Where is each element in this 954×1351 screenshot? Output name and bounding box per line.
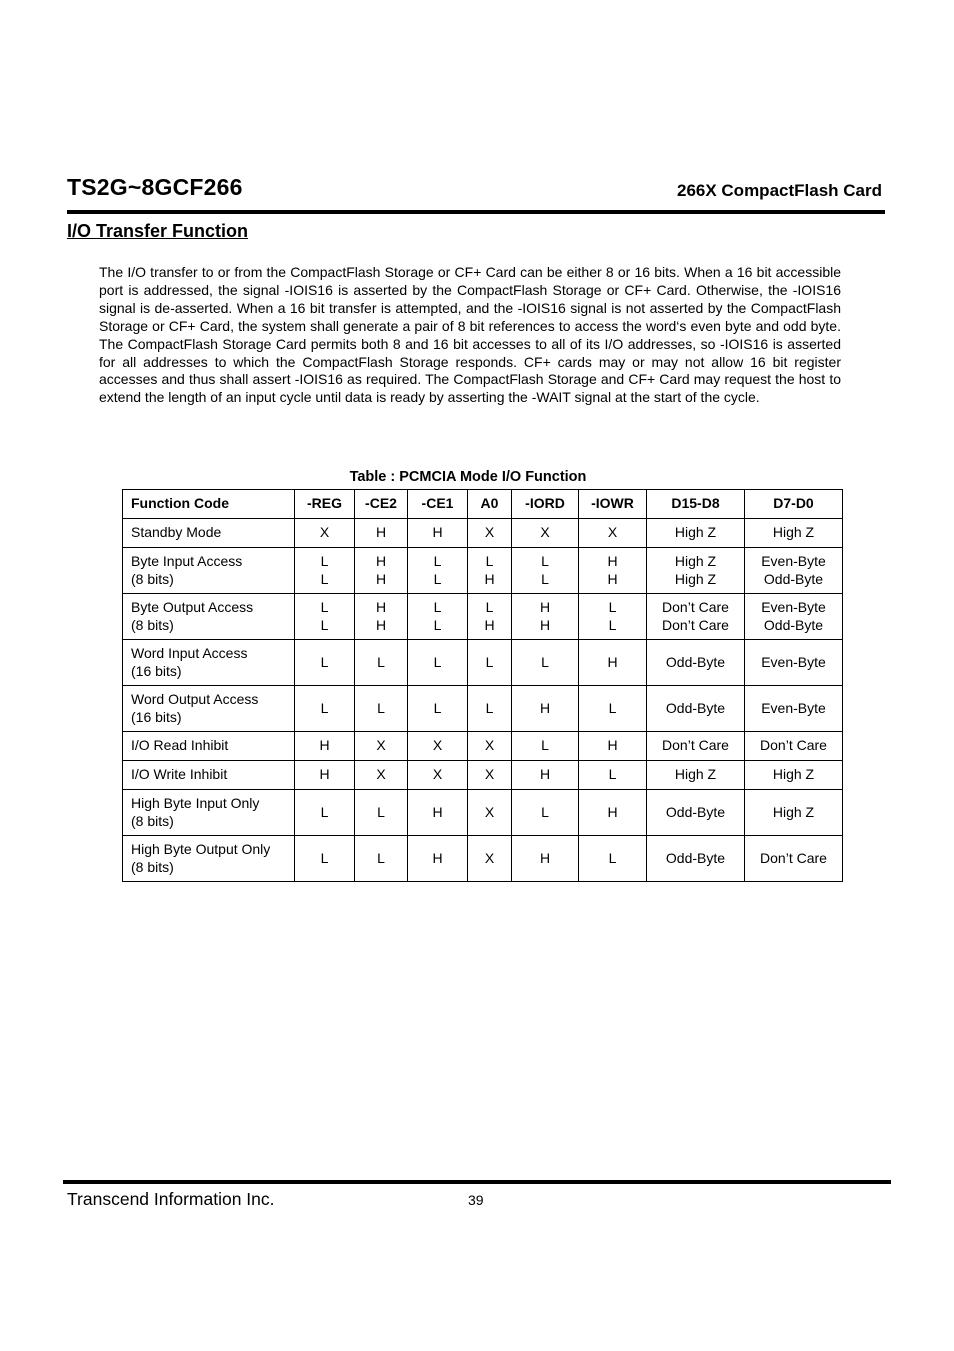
cell-line: Odd-Byte bbox=[665, 699, 726, 716]
table-cell bbox=[512, 548, 579, 594]
table-row bbox=[123, 686, 843, 732]
column-header: -CE2 bbox=[355, 490, 408, 519]
table-cell bbox=[512, 686, 579, 732]
table-cell bbox=[647, 548, 745, 594]
cell-line: L bbox=[320, 616, 329, 633]
cell-line: H bbox=[539, 616, 551, 633]
table-cell bbox=[745, 790, 843, 836]
table-cell bbox=[295, 790, 355, 836]
table-cell bbox=[647, 594, 745, 640]
table-cell bbox=[745, 732, 843, 761]
function-code-cell bbox=[123, 548, 295, 594]
cell-line: Odd-Byte bbox=[665, 653, 726, 670]
table-row bbox=[123, 761, 843, 790]
cell-line: (16 bits) bbox=[131, 708, 182, 725]
cell-line: Even-Byte bbox=[761, 653, 826, 670]
cell-line: High Byte Input Only bbox=[131, 795, 260, 811]
column-header: D15-D8 bbox=[647, 490, 745, 519]
table-cell bbox=[579, 686, 647, 732]
cell-line: High Z bbox=[772, 766, 815, 783]
cell-line: H bbox=[432, 803, 443, 820]
cell-line: I/O Read Inhibit bbox=[131, 737, 229, 754]
cell-line: (16 bits) bbox=[131, 662, 182, 679]
cell-line: Don’t Care bbox=[760, 737, 827, 754]
cell-line: Even-Byte bbox=[761, 553, 826, 569]
cell-line: L bbox=[608, 616, 617, 633]
table-row bbox=[123, 594, 843, 640]
table-caption: Table : PCMCIA Mode I/O Function bbox=[349, 469, 587, 485]
cell-line: L bbox=[320, 699, 329, 716]
cell-line: L bbox=[608, 699, 617, 716]
cell-line: X bbox=[319, 524, 330, 541]
table-cell bbox=[468, 761, 512, 790]
cell-line: X bbox=[484, 766, 495, 783]
cell-line: L bbox=[377, 699, 385, 716]
table-cell bbox=[295, 548, 355, 594]
table-cell bbox=[512, 836, 579, 882]
function-code-cell bbox=[123, 594, 295, 640]
table-row bbox=[123, 836, 843, 882]
cell-line: L bbox=[433, 653, 442, 670]
cell-line: Even-Byte bbox=[761, 599, 826, 615]
table-cell bbox=[579, 836, 647, 882]
cell-line: H bbox=[484, 616, 495, 633]
cell-line: Word Input Access bbox=[131, 645, 248, 661]
column-header: A0 bbox=[468, 490, 512, 519]
table-cell bbox=[355, 761, 408, 790]
cell-line: I/O Write Inhibit bbox=[131, 766, 228, 783]
table-cell bbox=[355, 686, 408, 732]
cell-line: Byte Input Access bbox=[131, 553, 243, 569]
table-cell bbox=[295, 640, 355, 686]
cell-line: H bbox=[375, 599, 387, 615]
cell-line: Don’t Care bbox=[662, 737, 729, 754]
footer-divider bbox=[63, 1180, 891, 1184]
table-cell bbox=[512, 761, 579, 790]
cell-line: L bbox=[433, 699, 442, 716]
table-cell bbox=[745, 836, 843, 882]
function-code-cell bbox=[123, 836, 295, 882]
document-subtitle: 266X CompactFlash Card bbox=[676, 181, 882, 200]
cell-line: Odd-Byte bbox=[763, 570, 824, 587]
io-function-table bbox=[122, 489, 843, 882]
cell-line: (8 bits) bbox=[131, 616, 174, 633]
cell-line: L bbox=[320, 653, 329, 670]
table-cell bbox=[512, 594, 579, 640]
table-cell bbox=[468, 548, 512, 594]
table-cell bbox=[647, 686, 745, 732]
column-header: -IORD bbox=[512, 490, 579, 519]
cell-line: Standby Mode bbox=[131, 524, 222, 541]
cell-line: L bbox=[608, 849, 617, 866]
table-cell bbox=[355, 836, 408, 882]
cell-line: X bbox=[540, 524, 550, 541]
cell-line: L bbox=[433, 553, 442, 569]
cell-line: H bbox=[607, 737, 618, 754]
cell-line: L bbox=[320, 849, 329, 866]
table-cell bbox=[408, 594, 468, 640]
cell-line: H bbox=[319, 737, 330, 754]
cell-line: L bbox=[320, 553, 329, 569]
cell-line: X bbox=[484, 737, 495, 754]
cell-line: High Z bbox=[674, 524, 717, 541]
table-cell bbox=[355, 548, 408, 594]
table-cell bbox=[408, 640, 468, 686]
cell-line: X bbox=[484, 803, 495, 820]
cell-line: L bbox=[485, 599, 494, 615]
section-heading: I/O Transfer Function bbox=[67, 221, 249, 241]
table-cell bbox=[408, 732, 468, 761]
table-cell bbox=[647, 732, 745, 761]
table-cell bbox=[647, 761, 745, 790]
table-cell bbox=[468, 594, 512, 640]
cell-line: L bbox=[320, 803, 329, 820]
cell-line: L bbox=[608, 599, 617, 615]
cell-line: Word Output Access bbox=[131, 691, 259, 707]
table-cell bbox=[745, 761, 843, 790]
cell-line: L bbox=[320, 599, 329, 615]
table-cell bbox=[295, 594, 355, 640]
cell-line: L bbox=[541, 553, 549, 569]
column-header: -CE1 bbox=[408, 490, 468, 519]
table-row bbox=[123, 519, 843, 548]
table-cell bbox=[512, 640, 579, 686]
table-row bbox=[123, 732, 843, 761]
cell-line: H bbox=[432, 524, 443, 541]
cell-line: H bbox=[375, 616, 387, 633]
table-cell bbox=[579, 790, 647, 836]
table-cell bbox=[295, 761, 355, 790]
cell-line: High Z bbox=[674, 553, 717, 569]
cell-line: X bbox=[432, 737, 443, 754]
function-code-cell bbox=[123, 761, 295, 790]
table-cell bbox=[579, 548, 647, 594]
table-cell bbox=[355, 519, 408, 548]
cell-line: Odd-Byte bbox=[665, 803, 726, 820]
cell-line: X bbox=[432, 766, 443, 783]
table-cell bbox=[468, 732, 512, 761]
cell-line: H bbox=[607, 803, 618, 820]
table-cell bbox=[355, 790, 408, 836]
cell-line: L bbox=[485, 553, 494, 569]
cell-line: L bbox=[485, 653, 494, 670]
cell-line: High Z bbox=[674, 570, 717, 587]
cell-line: High Z bbox=[772, 803, 815, 820]
table-cell bbox=[579, 640, 647, 686]
document-title: TS2G~8GCF266 bbox=[67, 174, 243, 200]
page-number: 39 bbox=[468, 1192, 484, 1208]
function-code-cell bbox=[123, 790, 295, 836]
table-row bbox=[123, 548, 843, 594]
table-cell bbox=[468, 790, 512, 836]
cell-line: H bbox=[539, 699, 551, 716]
cell-line: H bbox=[484, 570, 495, 587]
body-paragraph: The I/O transfer to or from the CompactFlash Storage or CF+ Card can be either 8 or 16 bits. When a 16 bit accessible port is addressed, the signal -IOIS16 is asserted by the CompactFlash Storage or CF+ Card. Otherwise, the -IOIS16 signal is de-asserted. When a 16 bit transfer is attempted, and the -IOIS16 signal is not asserted by the CompactFlash Storage or CF+ Card, the system shall generate a pair of 8 bit references to access the word‘s even byte and odd byte. The CompactFlash Storage Card permits both 8 and 16 bit accesses to all of its I/O addresses, so -IOIS16 is asserted for all addresses to which the CompactFlash Storage responds. CF+ cards may or may not allow 16 bit register accesses and thus shall assert -IOIS16 as required. The CompactFlash Storage and CF+ Card may request the host to extend the length of an input cycle until data is ready by asserting the -WAIT signal at the start of the cycle. bbox=[99, 264, 841, 406]
table-cell bbox=[295, 686, 355, 732]
cell-line: H bbox=[539, 766, 551, 783]
table-cell bbox=[468, 686, 512, 732]
table-cell bbox=[408, 519, 468, 548]
table-cell bbox=[647, 790, 745, 836]
cell-line: Odd-Byte bbox=[665, 849, 726, 866]
table-cell bbox=[468, 519, 512, 548]
table-cell bbox=[512, 732, 579, 761]
cell-line: X bbox=[607, 524, 618, 541]
cell-line: L bbox=[377, 803, 385, 820]
cell-line: High Byte Output Only bbox=[131, 841, 271, 857]
cell-line: H bbox=[319, 766, 330, 783]
cell-line: X bbox=[484, 849, 495, 866]
table-cell bbox=[745, 686, 843, 732]
table-cell bbox=[408, 761, 468, 790]
cell-line: L bbox=[608, 766, 617, 783]
cell-line: X bbox=[376, 737, 386, 754]
table-cell bbox=[355, 732, 408, 761]
cell-line: High Z bbox=[772, 524, 815, 541]
cell-line: H bbox=[539, 849, 551, 866]
cell-line: H bbox=[375, 570, 387, 587]
column-header: Function Code bbox=[123, 490, 295, 519]
table-cell bbox=[647, 519, 745, 548]
function-code-cell bbox=[123, 640, 295, 686]
cell-line: H bbox=[375, 524, 387, 541]
cell-line: X bbox=[376, 766, 386, 783]
table-cell bbox=[408, 548, 468, 594]
table-cell bbox=[579, 594, 647, 640]
cell-line: X bbox=[484, 524, 495, 541]
table-row bbox=[123, 790, 843, 836]
cell-line: H bbox=[539, 599, 551, 615]
table-cell bbox=[745, 548, 843, 594]
table-cell bbox=[512, 519, 579, 548]
column-header: -REG bbox=[295, 490, 355, 519]
cell-line: L bbox=[485, 699, 494, 716]
cell-line: H bbox=[432, 849, 443, 866]
table-cell bbox=[408, 686, 468, 732]
function-code-cell bbox=[123, 686, 295, 732]
cell-line: (8 bits) bbox=[131, 570, 174, 587]
cell-line: L bbox=[541, 803, 549, 820]
cell-line: L bbox=[377, 849, 385, 866]
function-code-cell bbox=[123, 732, 295, 761]
table-cell bbox=[295, 732, 355, 761]
cell-line: (8 bits) bbox=[131, 858, 174, 875]
table-cell bbox=[579, 761, 647, 790]
cell-line: L bbox=[320, 570, 329, 587]
cell-line: Don’t Care bbox=[662, 616, 729, 633]
cell-line: L bbox=[433, 570, 442, 587]
column-header: D7-D0 bbox=[745, 490, 843, 519]
cell-line: L bbox=[377, 653, 385, 670]
cell-line: Byte Output Access bbox=[131, 599, 254, 615]
table-cell bbox=[647, 836, 745, 882]
cell-line: Don’t Care bbox=[760, 849, 827, 866]
table-cell bbox=[468, 640, 512, 686]
table-cell bbox=[468, 836, 512, 882]
cell-line: H bbox=[607, 653, 618, 670]
cell-line: Even-Byte bbox=[761, 699, 826, 716]
cell-line: L bbox=[433, 599, 442, 615]
table-cell bbox=[745, 640, 843, 686]
cell-line: Odd-Byte bbox=[763, 616, 824, 633]
table-cell bbox=[745, 594, 843, 640]
footer-company: Transcend Information Inc. bbox=[67, 1189, 275, 1209]
column-header: -IOWR bbox=[579, 490, 647, 519]
cell-line: L bbox=[541, 570, 549, 587]
table-body bbox=[123, 519, 843, 882]
cell-line: H bbox=[607, 570, 618, 587]
cell-line: H bbox=[375, 553, 387, 569]
cell-line: (8 bits) bbox=[131, 812, 174, 829]
cell-line: L bbox=[433, 616, 442, 633]
table-cell bbox=[408, 790, 468, 836]
cell-line: High Z bbox=[674, 766, 717, 783]
table-cell bbox=[295, 519, 355, 548]
table-cell bbox=[579, 519, 647, 548]
table-cell bbox=[408, 836, 468, 882]
table-row bbox=[123, 640, 843, 686]
cell-line: L bbox=[541, 653, 549, 670]
table-cell bbox=[647, 640, 745, 686]
cell-line: Don’t Care bbox=[662, 599, 729, 615]
cell-line: H bbox=[607, 553, 618, 569]
table-cell bbox=[745, 519, 843, 548]
table-header-row bbox=[123, 490, 843, 519]
table-cell bbox=[295, 836, 355, 882]
cell-line: L bbox=[541, 737, 549, 754]
table-cell bbox=[579, 732, 647, 761]
table-cell bbox=[355, 594, 408, 640]
table-cell bbox=[512, 790, 579, 836]
table-cell bbox=[355, 640, 408, 686]
function-code-cell bbox=[123, 519, 295, 548]
header-divider bbox=[67, 210, 885, 214]
